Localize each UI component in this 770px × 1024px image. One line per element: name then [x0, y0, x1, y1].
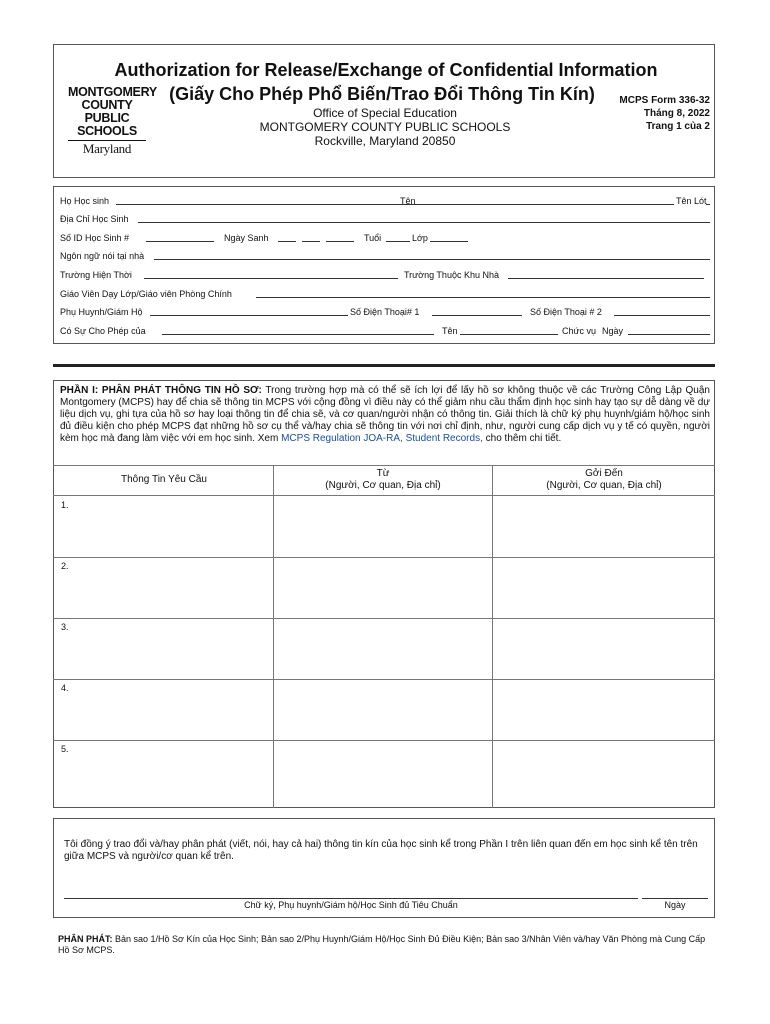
- logo-line: COUNTY: [81, 98, 133, 112]
- consent-of-field[interactable]: [162, 324, 434, 335]
- student-info-box: [53, 186, 715, 344]
- col-header-to-title: Gởi Đến: [585, 468, 623, 479]
- col-header-from: [278, 468, 488, 492]
- row-parent: [60, 305, 710, 319]
- section1-instructions: [60, 385, 710, 445]
- table-col-divider: [492, 465, 493, 808]
- signature-label: Chữ ký, Phụ huynh/Giám hộ/Học Sinh đủ Tiêu Chuẩn: [244, 900, 458, 910]
- row-school: [60, 268, 710, 282]
- signature-field[interactable]: [64, 888, 638, 899]
- org-address: Rockville, Maryland 20850: [314, 134, 456, 148]
- table-row-line: [53, 618, 715, 619]
- teacher-field[interactable]: [256, 287, 710, 298]
- regulation-link[interactable]: MCPS Regulation JOA-RA, Student Records,: [281, 433, 483, 444]
- form-number: MCPS Form 336-32: [619, 95, 710, 106]
- mcps-logo: [68, 85, 157, 156]
- distribution-text: Bản sao 1/Hồ Sơ Kín của Học Sinh; Bản sao 2/Phụ Huynh/Giám Hộ/Học Sinh Đủ Điều Kiện; Bản sao 3/Nhân Viên và/hay Văn Phòng mà Cung Cấp Hồ Sơ MCPS.: [58, 934, 706, 955]
- signature-date-label: Ngày: [664, 900, 686, 910]
- age-field[interactable]: [386, 231, 410, 242]
- name-field[interactable]: [460, 324, 558, 335]
- table-col-divider: [273, 465, 274, 808]
- parent-field[interactable]: [150, 305, 348, 316]
- logo-state: Maryland: [68, 140, 146, 155]
- label-parent: Phụ Huynh/Giám Hộ: [60, 307, 143, 317]
- row-student-id: [60, 231, 710, 245]
- section1-text-end: cho thêm chi tiết.: [482, 433, 562, 444]
- org-name: MONTGOMERY COUNTY PUBLIC SCHOOLS: [259, 120, 511, 134]
- section1-label: PHẦN I: PHÂN PHÁT THÔNG TIN HỒ SƠ:: [60, 385, 262, 396]
- label-phone1: Số Điện Thoại# 1: [350, 307, 420, 317]
- grade-field[interactable]: [430, 231, 468, 242]
- table-row-line: [53, 679, 715, 680]
- col-header-to-sub: (Người, Cơ quan, Địa chỉ): [546, 480, 662, 491]
- consent-statement: Tôi đồng ý trao đổi và/hay phân phát (viết, nói, hay cả hai) thông tin kín của học sinh kể trong Phần I trên liên quan đến em học sinh kể tên trên giữa MCPS và người/cơ quan kể trên.: [64, 839, 698, 862]
- label-dob: Ngày Sanh: [224, 233, 269, 243]
- form-title: Authorization for Release/Exchange of Confidential Information: [114, 60, 658, 80]
- table-row-number: 2.: [61, 561, 69, 571]
- label-student-address: Địa Chỉ Học Sinh: [60, 214, 129, 224]
- label-day: Ngày: [602, 326, 624, 336]
- table-row-number: 3.: [61, 622, 69, 632]
- logo-line: SCHOOLS: [77, 124, 137, 138]
- distribution-note: [58, 934, 718, 956]
- distribution-label: PHÂN PHÁT:: [58, 934, 113, 944]
- label-current-school: Trường Hiện Thời: [60, 270, 132, 280]
- col-header-from-sub: (Người, Cơ quan, Địa chỉ): [325, 480, 441, 491]
- phone1-field[interactable]: [432, 305, 522, 316]
- row-language: [60, 249, 710, 263]
- table-row-line: [53, 557, 715, 558]
- row-consent: [60, 324, 710, 338]
- table-row-number: 5.: [61, 744, 69, 754]
- table-row-line: [53, 740, 715, 741]
- col-header-from-title: Từ: [376, 468, 390, 479]
- label-consent-of: Có Sự Cho Phép của: [60, 326, 146, 336]
- consent-date-field[interactable]: [628, 324, 710, 335]
- col-header-to: [497, 468, 711, 492]
- label-grade: Lớp: [412, 233, 428, 243]
- row-teacher: [60, 287, 710, 301]
- section1-text: Trong trường hợp mà có thể sẽ ích lợi để lấy hồ sơ không thuộc về các Trường Công Lập Quận Montgomery (MCPS) hay để chia sẽ thông tin MCPS với cộng đồng vì điều này có thể giảm nhu cầu thẩm định học sinh hay tạo sự dễ dàng về dự liệu dịch vụ, ghi tựa của hồ sơ hay loại thông tin để chia sẽ, và cơ quan/người nhận có thông tin. Giải thích là chữ ký phụ huynh/giám hộ/học sinh đủ điều kiện cho phép MCPS đạt những hồ sơ cụ thể và/hay chia sẽ thông tin với nơi chỉ định, như, người cung cấp dịch vụ y tế có quyền, người kèm học mà đang làm việc với em học sinh. Xem: [60, 385, 710, 444]
- label-phone2: Số Điện Thoại # 2: [530, 307, 602, 317]
- label-age: Tuổi: [364, 233, 382, 243]
- row-student-address: [60, 212, 710, 226]
- table-row-number: 4.: [61, 683, 69, 693]
- current-school-field[interactable]: [144, 268, 398, 279]
- first-name-field[interactable]: [418, 194, 674, 205]
- dob-day-field[interactable]: [302, 231, 320, 242]
- logo-line: MONTGOMERY: [68, 85, 157, 99]
- label-student-name: Họ Học sinh: [60, 196, 110, 206]
- label-position: Chức vụ: [562, 326, 597, 336]
- dob-month-field[interactable]: [278, 231, 296, 242]
- office-info: [230, 106, 540, 148]
- label-home-school: Trường Thuộc Khu Nhà: [404, 270, 499, 280]
- form-title-vietnamese: (Giấy Cho Phép Phổ Biến/Trao Đổi Thông Tin Kín): [169, 84, 595, 104]
- student-id-field[interactable]: [146, 231, 214, 242]
- student-address-field[interactable]: [138, 212, 710, 223]
- row-student-name: [60, 194, 710, 208]
- language-field[interactable]: [154, 249, 710, 260]
- table-header-line: [53, 495, 715, 496]
- office-name: Office of Special Education: [313, 106, 457, 120]
- label-middle-name: Tên Lót: [676, 196, 707, 206]
- middle-name-field[interactable]: [706, 194, 710, 205]
- table-row-number: 1.: [61, 500, 69, 510]
- form-date: Tháng 8, 2022: [643, 108, 710, 119]
- label-language: Ngôn ngữ nói tại nhà: [60, 251, 145, 261]
- section-divider: [53, 364, 715, 367]
- signature-date-field[interactable]: [642, 888, 708, 899]
- col-header-info: Thông Tin Yêu Cầu: [121, 474, 207, 485]
- home-school-field[interactable]: [508, 268, 704, 279]
- label-name: Tên: [442, 326, 458, 336]
- dob-year-field[interactable]: [326, 231, 354, 242]
- form-meta: [598, 94, 710, 133]
- phone2-field[interactable]: [614, 305, 710, 316]
- logo-line: PUBLIC: [84, 111, 130, 125]
- label-student-id: Số ID Học Sinh #: [60, 233, 130, 243]
- table-top-line: [53, 465, 715, 466]
- page-number: Trang 1 của 2: [646, 121, 710, 132]
- label-teacher: Giáo Viên Dạy Lớp/Giáo viên Phòng Chính: [60, 289, 232, 299]
- label-first-name: Tên: [400, 196, 416, 206]
